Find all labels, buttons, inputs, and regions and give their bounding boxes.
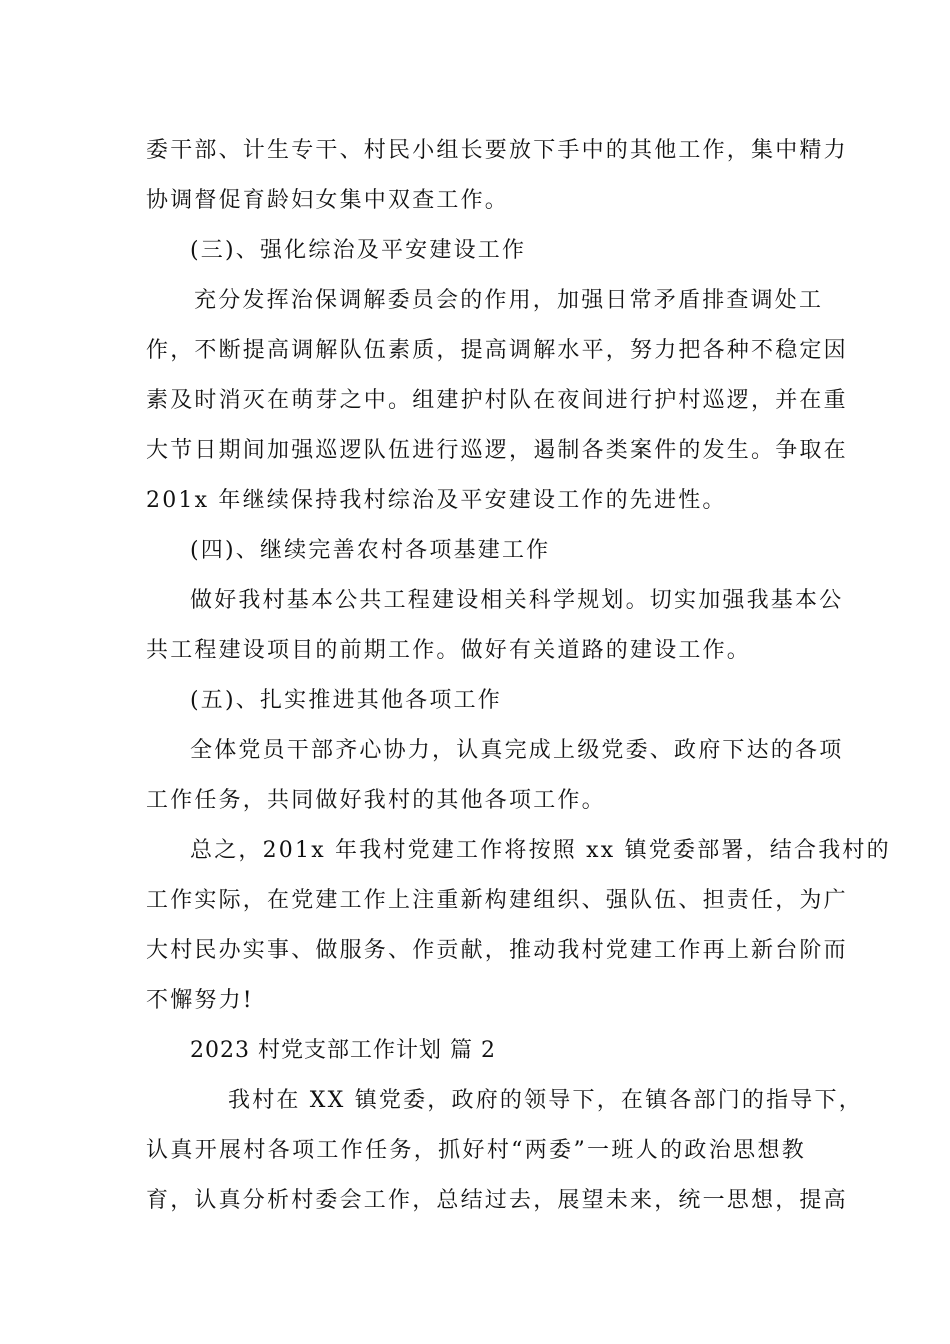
paragraph-line: 总之，201x 年我村党建工作将按照 xx 镇党委部署，结合我村的 <box>190 838 891 863</box>
paragraph-line: 全体党员干部齐心协力，认真完成上级党委、政府下达的各项 <box>190 738 844 763</box>
paragraph-line: 201x 年继续保持我村综治及平安建设工作的先进性。 <box>146 488 727 513</box>
paragraph-line: 做好我村基本公共工程建设相关科学规划。切实加强我基本公 <box>190 588 844 613</box>
paragraph-line: 充分发挥治保调解委员会的作用，加强日常矛盾排查调处工 <box>194 288 824 313</box>
paragraph-line: 工作实际，在党建工作上注重新构建组织、强队伍、担责任，为广 <box>146 888 848 913</box>
article-heading: 2023 村党支部工作计划 篇 2 <box>190 1038 496 1063</box>
paragraph-line: 作，不断提高调解队伍素质，提高调解水平，努力把各种不稳定因 <box>146 338 848 363</box>
paragraph-line: 认真开展村各项工作任务，抓好村“两委”一班人的政治思想教 <box>146 1138 806 1163</box>
paragraph-line: 育，认真分析村委会工作，总结过去，展望未来，统一思想，提高 <box>146 1188 848 1213</box>
section-heading: (四)、继续完善农村各项基建工作 <box>190 538 551 563</box>
paragraph-line: 大节日期间加强巡逻队伍进行巡逻，遏制各类案件的发生。争取在 <box>146 438 848 463</box>
paragraph-line: 我村在 XX 镇党委，政府的领导下，在镇各部门的指导下， <box>228 1088 863 1113</box>
paragraph-line: 共工程建设项目的前期工作。做好有关道路的建设工作。 <box>146 638 752 663</box>
paragraph-line: 委干部、计生专干、村民小组长要放下手中的其他工作，集中精力 <box>146 138 848 163</box>
paragraph-line: 素及时消灭在萌芽之中。组建护村队在夜间进行护村巡逻，并在重 <box>146 388 848 413</box>
section-heading: (三)、强化综治及平安建设工作 <box>190 238 527 263</box>
paragraph-line: 工作任务，共同做好我村的其他各项工作。 <box>146 788 606 813</box>
paragraph-line: 大村民办实事、做服务、作贡献，推动我村党建工作再上新台阶而 <box>146 938 848 963</box>
paragraph-line: 不懈努力! <box>146 988 254 1013</box>
section-heading: (五)、扎实推进其他各项工作 <box>190 688 502 713</box>
paragraph-line: 协调督促育龄妇女集中双查工作。 <box>146 188 510 213</box>
